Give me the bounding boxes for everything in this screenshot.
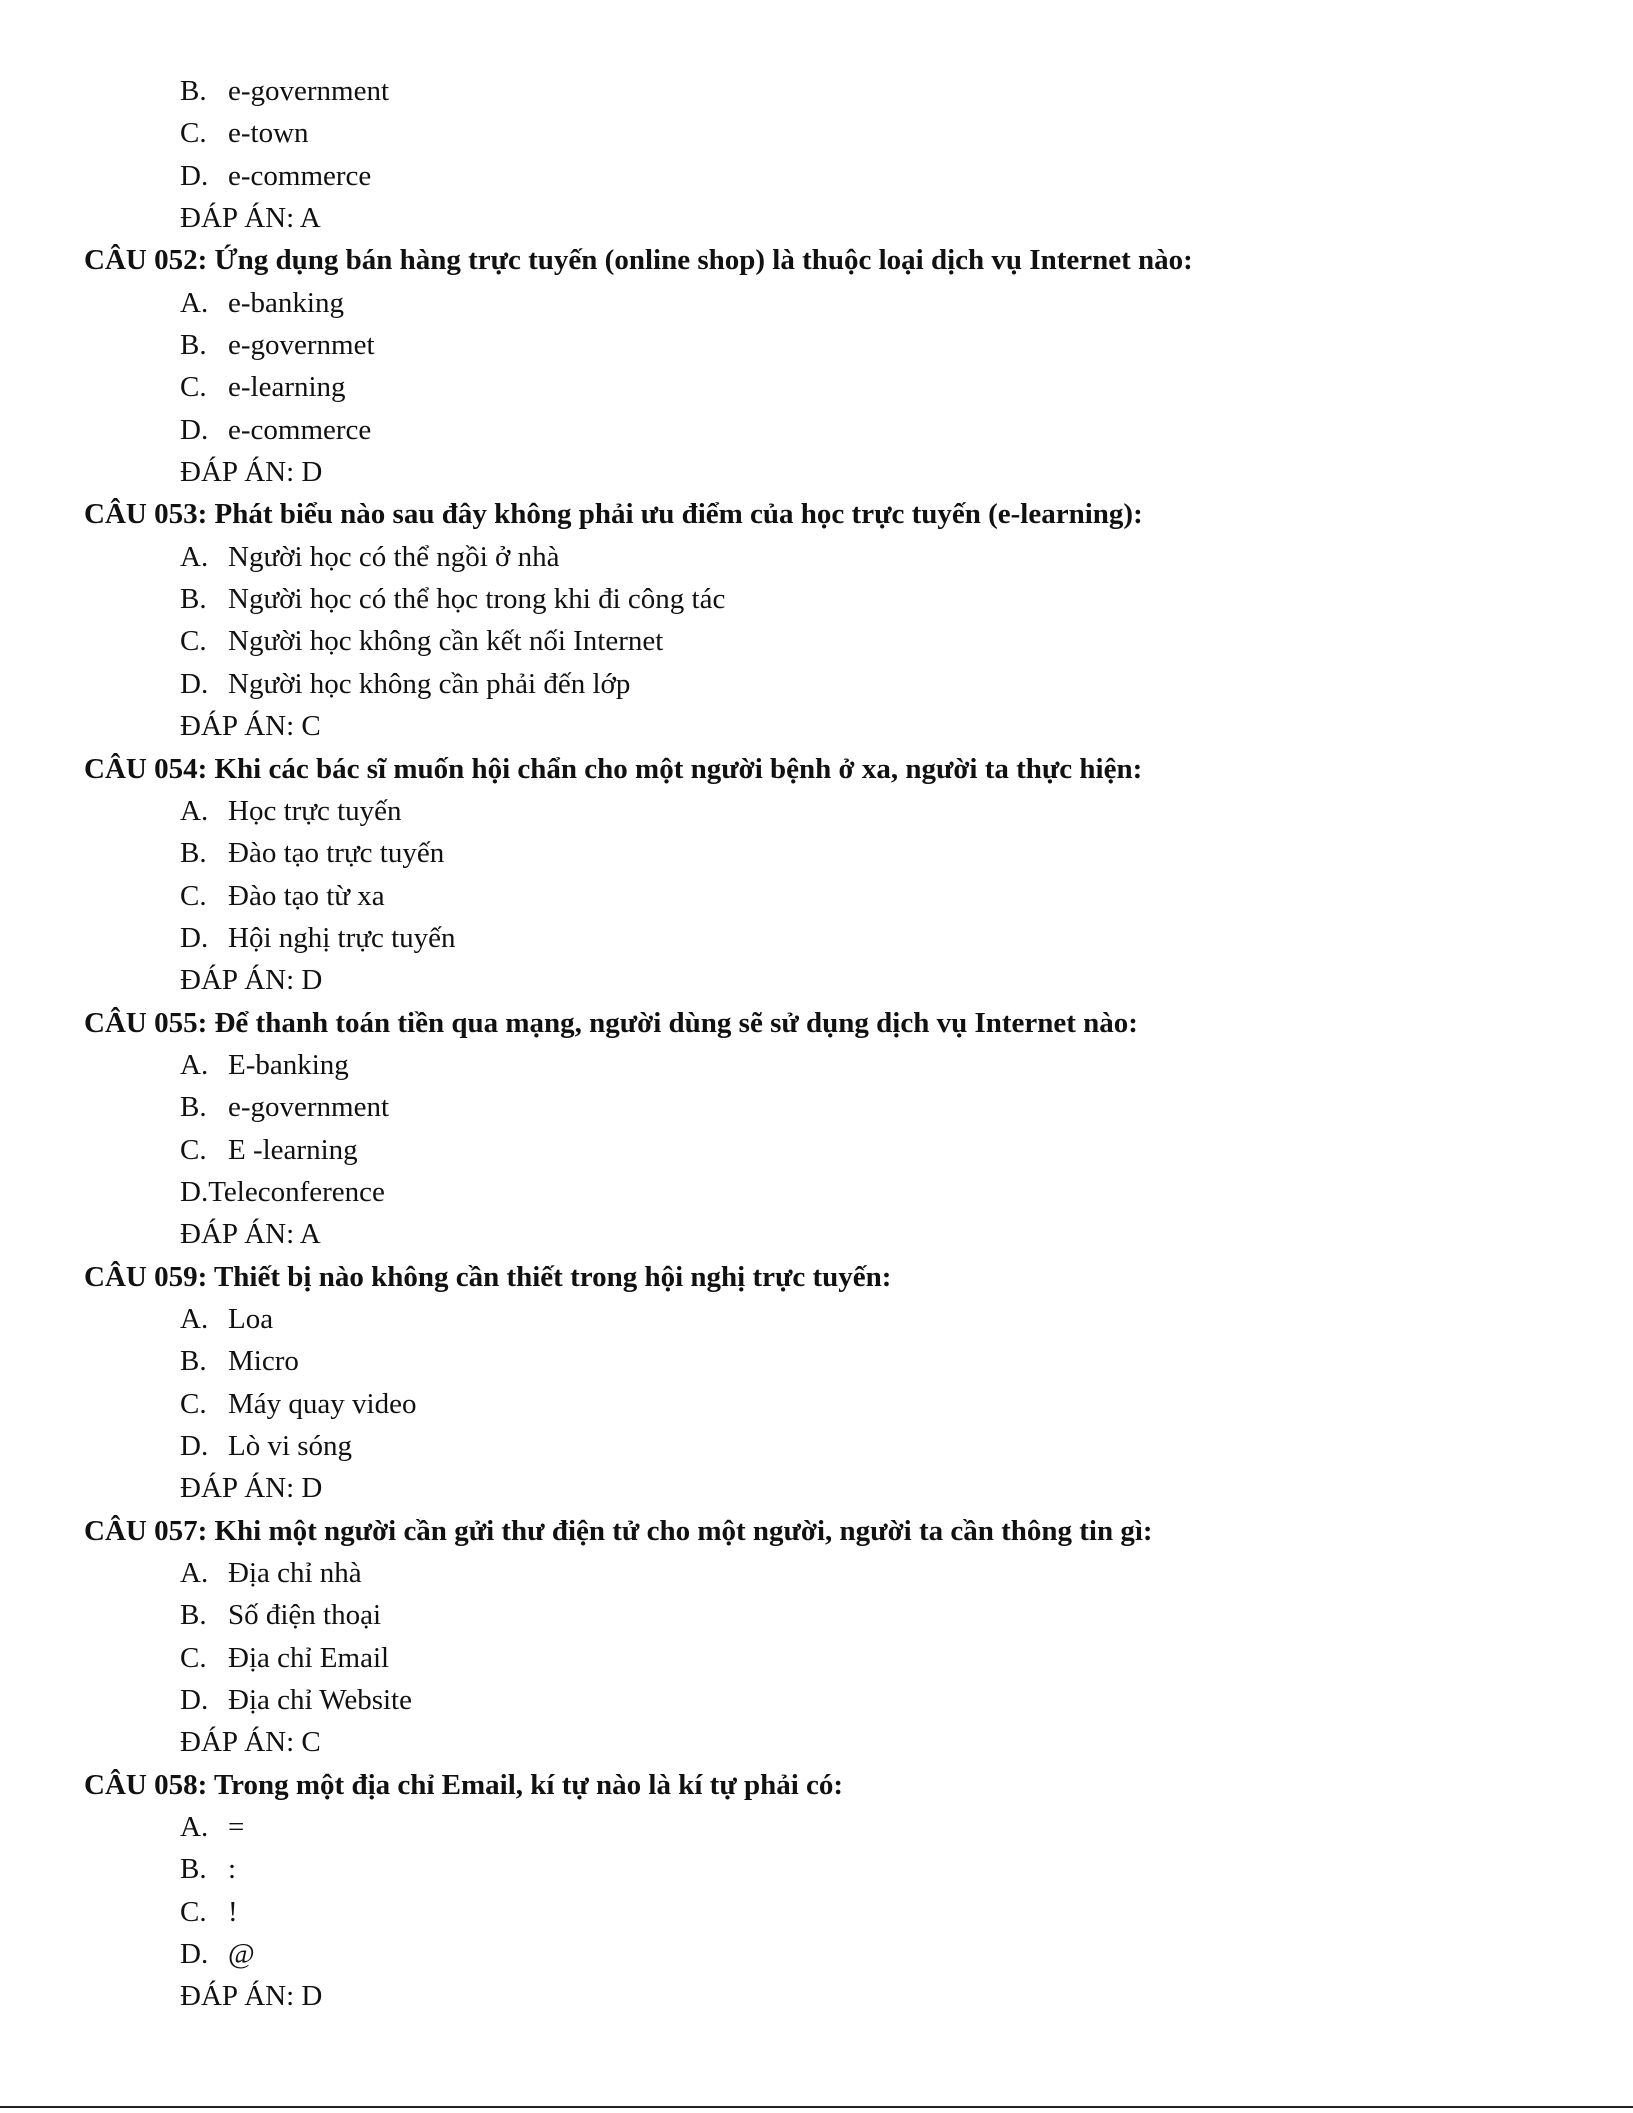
option-text: Người học không cần phải đến lớp <box>228 667 631 700</box>
option-text: Địa chỉ Website <box>228 1684 412 1717</box>
option-a <box>0 282 1633 324</box>
option-a <box>0 1044 1633 1086</box>
option-letter: C. <box>180 879 207 912</box>
question-title: CÂU 052: Ứng dụng bán hàng trực tuyến (online shop) là thuộc loại dịch vụ Internet nào: <box>84 244 1193 277</box>
question-title: CÂU 054: Khi các bác sĩ muốn hội chẩn cho một người bệnh ở xa, người ta thực hiện: <box>84 752 1143 785</box>
option-a <box>0 1298 1633 1340</box>
option-letter: D. <box>180 1684 209 1717</box>
option-text: Học trực tuyến <box>228 794 402 827</box>
option-text: Địa chỉ Email <box>228 1641 390 1674</box>
option-text: Người học không cần kết nối Internet <box>228 625 664 658</box>
option-letter: A. <box>180 1302 209 1335</box>
option-a <box>0 1806 1633 1848</box>
option-letter: D. <box>180 413 209 446</box>
option-text: Đào tạo trực tuyến <box>228 837 445 870</box>
option-text: e-banking <box>228 286 344 319</box>
option-c <box>0 112 1633 154</box>
option-text: Lò vi sóng <box>228 1430 353 1462</box>
option-d <box>0 409 1633 451</box>
option-c <box>0 1637 1633 1679</box>
option-letter: A. <box>180 794 209 827</box>
answer-line: ĐÁP ÁN: D <box>180 456 323 489</box>
answer-line: ĐÁP ÁN: C <box>180 710 321 743</box>
option-text: Người học có thể học trong khi đi công tác <box>228 583 726 616</box>
question-title: CÂU 059: Thiết bị nào không cần thiết trong hội nghị trực tuyến: <box>84 1260 892 1293</box>
option-letter: B. <box>180 75 207 107</box>
option-text: Đào tạo từ xa <box>228 879 385 912</box>
option-text: Người học có thể ngồi ở nhà <box>228 540 560 573</box>
option-c <box>0 620 1633 662</box>
option-letter: D. <box>180 921 209 954</box>
option-text: Loa <box>228 1302 274 1335</box>
option-letter: C. <box>180 625 207 658</box>
option-letter: D. <box>180 667 209 700</box>
option-b <box>0 1594 1633 1636</box>
answer-line: ĐÁP ÁN: D <box>180 1472 323 1505</box>
option-letter: A. <box>180 1811 209 1844</box>
option-letter: B. <box>180 1091 207 1124</box>
option-b <box>0 324 1633 366</box>
option-d <box>0 1679 1633 1721</box>
option-text: e-government <box>228 75 390 107</box>
question-title: CÂU 055: Để thanh toán tiền qua mạng, người dùng sẽ sử dụng dịch vụ Internet nào: <box>84 1006 1138 1039</box>
option-b <box>0 70 1633 112</box>
option-d <box>0 917 1633 959</box>
option-text: = <box>228 1811 245 1844</box>
option-c <box>0 1129 1633 1171</box>
option-d <box>0 155 1633 197</box>
option-b <box>0 578 1633 620</box>
option-c <box>0 1383 1633 1425</box>
option-b <box>0 1086 1633 1128</box>
option-text: Hội nghị trực tuyến <box>228 921 456 954</box>
option-text: Máy quay video <box>228 1387 417 1420</box>
answer-line: ĐÁP ÁN: C <box>180 1726 321 1759</box>
option-b <box>0 1340 1633 1382</box>
option-letter: B. <box>180 583 207 616</box>
option-d <box>0 1171 1633 1213</box>
option-text: E-banking <box>228 1048 349 1081</box>
option-letter: B. <box>180 1599 207 1632</box>
option-letter: C. <box>180 1387 207 1420</box>
option-d <box>0 663 1633 705</box>
option-text: Số điện thoại <box>228 1599 382 1632</box>
option-c <box>0 1891 1633 1933</box>
option-letter: C. <box>180 1641 207 1674</box>
answer-line: ĐÁP ÁN: A <box>180 1218 321 1251</box>
option-letter: A. <box>180 286 209 319</box>
option-letter: D. <box>180 159 209 192</box>
option-text: e-governmet <box>228 329 375 362</box>
option-text: : <box>228 1853 237 1886</box>
option-letter: A. <box>180 1557 209 1590</box>
question-title: CÂU 058: Trong một địa chỉ Email, kí tự nào là kí tự phải có: <box>84 1768 844 1801</box>
option-letter: C. <box>180 117 207 150</box>
option-letter: A. <box>180 1048 209 1081</box>
option-text: e-commerce <box>228 413 372 446</box>
option-b <box>0 832 1633 874</box>
option-text: Teleconference <box>208 1175 385 1208</box>
option-d <box>0 1933 1633 1975</box>
option-c <box>0 366 1633 408</box>
option-letter: B. <box>180 329 207 362</box>
option-a <box>0 1552 1633 1594</box>
question-title: CÂU 057: Khi một người cần gửi thư điện tử cho một người, người ta cần thông tin gì: <box>84 1514 1153 1547</box>
option-text: Micro <box>228 1345 299 1378</box>
option-letter: D. <box>180 1430 209 1462</box>
option-letter: C. <box>180 1895 207 1928</box>
option-d <box>0 1425 1633 1467</box>
question-title: CÂU 053: Phát biểu nào sau đây không phải ưu điểm của học trực tuyến (e-learning): <box>84 498 1143 531</box>
option-letter: B. <box>180 1345 207 1378</box>
option-text: e-government <box>228 1091 390 1124</box>
option-b <box>0 1848 1633 1890</box>
option-letter: C. <box>180 371 207 404</box>
option-letter: D. <box>180 1938 209 1971</box>
answer-line: ĐÁP ÁN: A <box>180 202 321 235</box>
option-letter: C. <box>180 1133 207 1166</box>
option-text: e-commerce <box>228 159 372 192</box>
option-text: ! <box>228 1895 238 1928</box>
answer-line: ĐÁP ÁN: D <box>180 964 323 997</box>
option-text: Địa chỉ nhà <box>228 1557 362 1590</box>
option-a <box>0 536 1633 578</box>
option-text: e-town <box>228 117 309 150</box>
option-text: E -learning <box>228 1133 358 1166</box>
option-text: @ <box>228 1938 255 1971</box>
option-a <box>0 790 1633 832</box>
quiz-content <box>0 70 1633 2018</box>
page-bottom-divider <box>0 2106 1633 2108</box>
option-text: e-learning <box>228 371 346 404</box>
option-letter: B. <box>180 837 207 870</box>
answer-line: ĐÁP ÁN: D <box>180 1980 323 2013</box>
option-c <box>0 875 1633 917</box>
option-letter: B. <box>180 1853 207 1886</box>
option-letter: A. <box>180 540 209 573</box>
option-letter: D. <box>180 1175 209 1208</box>
